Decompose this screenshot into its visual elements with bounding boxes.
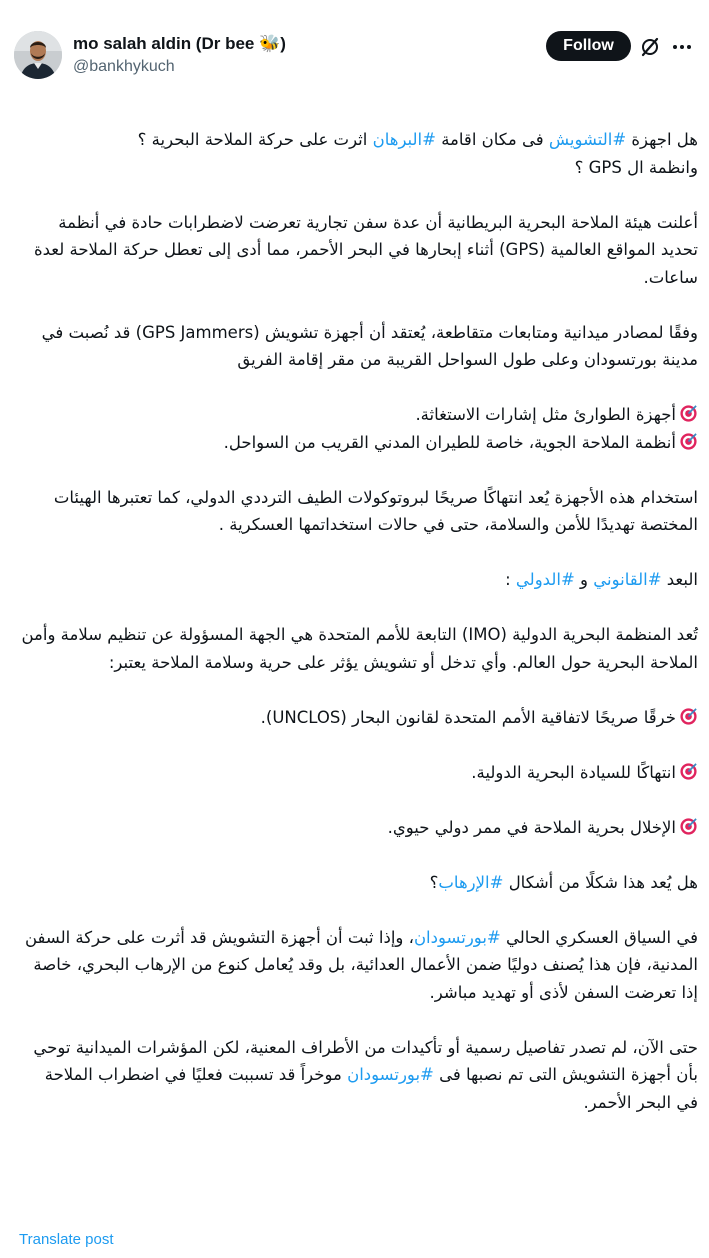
bullet-item [20, 759, 698, 787]
avatar[interactable] [14, 31, 62, 79]
user-handle[interactable]: @bankhykuch [73, 58, 175, 75]
text: حتى الآن، لم تصدر تفاصيل رسمية أو تأكيدات من الأطراف المعنية، لكن المؤشرات الميدانية توحي بأن أجهزة التشويش التى تم نصبها فى [33, 1037, 698, 1084]
translate-post-link[interactable]: Translate post [19, 1231, 114, 1248]
target-icon [679, 404, 698, 423]
hashtag-link[interactable]: #الإرهاب [438, 872, 504, 892]
text: وانظمة ال GPS ؟ [574, 157, 698, 177]
paragraph-3: وفقًا لمصادر ميدانية ومتابعات متقاطعة، يُعتقد أن أجهزة تشويش (GPS Jammers) قد نُصبت في مدينة بورتسودان وعلى طول السواحل القريبة من مقر إقامة الفريق [41, 322, 698, 369]
text: اثرت على حركة الملاحة البحرية ؟ [137, 130, 373, 149]
hashtag-link[interactable]: #القانوني [593, 570, 662, 589]
text: خرقًا صريحًا لاتفاقية الأمم المتحدة لقانون البحار (UNCLOS). [260, 707, 676, 727]
text: في السياق العسكري الحالي [500, 927, 698, 947]
display-name[interactable]: mo salah aldin (Dr bee 🐝) [73, 34, 286, 53]
bullet-item [20, 814, 698, 842]
hashtag-link[interactable]: #الدولي [515, 570, 575, 589]
text: فى مكان اقامة [435, 130, 549, 149]
more-dots-icon[interactable] [671, 36, 693, 58]
paragraph-6: تُعد المنظمة البحرية الدولية (IMO) التابعة للأمم المتحدة هي الجهة المسؤولة عن تنظيم سلامة وأمن الملاحة البحرية حول العالم. وأي تدخل أو تشويش يؤثر على حرية وسلامة الملاحة يعتبر: [21, 625, 698, 672]
hashtag-link[interactable]: #التشويش [548, 130, 627, 149]
text: أجهزة الطوارئ مثل إشارات الاستغاثة. [415, 405, 676, 424]
target-icon [679, 762, 698, 781]
bullet-item [20, 401, 698, 429]
follow-button[interactable]: Follow [546, 31, 631, 61]
paragraph-4: استخدام هذه الأجهزة يُعد انتهاكًا صريحًا لبروتوكولات الطيف الترددي الدولي، كما تعتبرها الهيئات المختصة تهديدًا للأمن والسلامة، حتى في حالات استخداتمها العسكرية . [53, 487, 698, 534]
hashtag-link[interactable]: #بورتسودان [347, 1065, 434, 1084]
tweet-text [20, 126, 698, 1116]
user-info [73, 34, 286, 77]
target-icon [679, 707, 698, 726]
paragraph-5 [20, 566, 698, 594]
hashtag-link[interactable]: #البرهان [372, 130, 436, 149]
text: هل اجهزة [626, 130, 698, 149]
paragraph-8 [20, 924, 698, 1007]
text: ؟ [429, 872, 439, 892]
text: ، وإذا ثبت أن أجهزة التشويش قد أثرت على حركة السفن المدنية، فإن هذا يُصنف دوليًا ضمن الأعمال العدائية، بل وقد يُعامل كنوع من الإرهاب البحري، خاصة إذا تعرضت السفن لأذى أو تهديد مباشر. [24, 927, 698, 1002]
text: موخراً قد تسببت فعليًا في اضطراب الملاحة في البحر الأحمر. [44, 1065, 698, 1112]
bullet-item [20, 704, 698, 732]
text: هل يُعد هذا شكلًا من أشكال [503, 872, 698, 892]
text: : [505, 570, 516, 589]
paragraph-9 [20, 1034, 698, 1117]
text: انتهاكًا للسيادة البحرية الدولية. [471, 762, 676, 782]
target-icon [679, 817, 698, 836]
paragraph-1 [20, 126, 698, 181]
paragraph-7 [20, 869, 698, 897]
hashtag-link[interactable]: #بورتسودان [413, 927, 501, 947]
text: أنظمة الملاحة الجوية، خاصة للطيران المدني القريب من السواحل. [223, 432, 676, 452]
text: البعد [661, 570, 698, 589]
text: الإخلال بحرية الملاحة في ممر دولي حيوي. [387, 817, 676, 837]
tweet-header [0, 0, 709, 100]
text: و [574, 570, 594, 589]
bullet-item [20, 429, 698, 457]
grok-slash-icon[interactable] [639, 36, 661, 58]
paragraph-2: أعلنت هيئة الملاحة البحرية البريطانية أن عدة سفن تجارية تعرضت لاضطرابات حادة في أنظمة تحديد المواقع العالمية (GPS) أثناء إبحارها في البحر الأحمر، مما أدى إلى تعطل حركة الملاحة لعدة ساعات. [33, 212, 698, 287]
target-icon [679, 432, 698, 451]
